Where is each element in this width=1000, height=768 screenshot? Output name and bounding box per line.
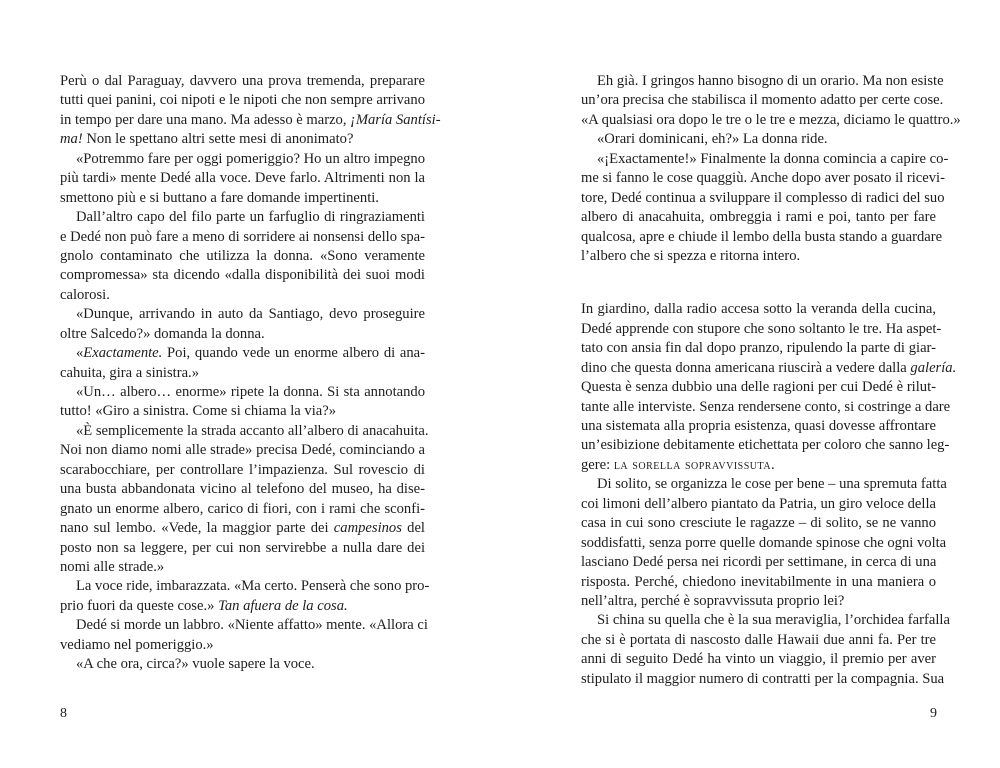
text-line: [60, 402, 425, 421]
text-run: nomi alle strade.»: [60, 558, 165, 575]
text-run: compromessa» sta dicendo «dalla disponibilità dei suoi modi: [60, 267, 425, 284]
text-line: [60, 305, 425, 324]
text-run: tutti quei panini, coi nipoti e le nipoti che non sempre arrivano: [60, 92, 425, 109]
text-run: smettono più e si buttano a fare domande impertinenti.: [60, 189, 379, 206]
text-line: [581, 208, 936, 227]
text-line: [60, 344, 425, 363]
text-line: [60, 441, 425, 460]
text-run: tante alle interviste. Senza rendersene conto, si costringe a dare: [581, 398, 951, 415]
text-line: [581, 631, 936, 650]
text-line: [60, 422, 429, 441]
text-line: [60, 72, 425, 91]
section-break: [581, 266, 936, 300]
text-run: Poi, quando vede un enorme albero di ana-: [162, 345, 425, 362]
text-run: vediamo nel pomeriggio.»: [60, 636, 214, 653]
text-line: [60, 150, 425, 169]
text-run: risposta. Perché, chiedono inevitabilmente in una maniera o: [581, 573, 936, 590]
text-line: [581, 592, 936, 611]
text-run: albero di anacahuita, ombreggia i rami e poi, tanto per fare: [581, 209, 936, 226]
text-line: [581, 150, 949, 169]
text-run: gnato un enorme albero, carico di fiori, con i rami che sconfi-: [60, 500, 425, 517]
text-run: Noi non diamo nomi alle strade» precisa Dedé, cominciando a: [60, 442, 425, 459]
text-run: scarabocchiare, per controllare l’impazienza. Sul rovescio di: [60, 461, 425, 478]
text-run: «A qualsiasi ora dopo le tre o le tre e mezza, diciamo le quattro.»: [581, 111, 961, 128]
text-line: [581, 247, 936, 266]
text-run: «Dunque, arrivando in auto da Santiago, devo proseguire: [76, 306, 425, 323]
text-run: l’albero che si spezza e ritorna intero.: [581, 247, 801, 264]
text-run: Questa è senza dubbio una delle ragioni per cui Dedé è rilut-: [581, 379, 936, 396]
text-line: [60, 558, 425, 577]
text-line: [581, 650, 936, 669]
text-line: [60, 597, 425, 616]
italic-text: ma!: [60, 131, 83, 148]
text-run: più tardi» mente Dedé alla voce. Deve farlo. Altrimenti non la: [60, 170, 425, 187]
small-caps-text: la sorella sopravvissuta.: [613, 456, 776, 473]
text-line: [60, 189, 425, 208]
text-run: «Orari dominicani, eh?» La donna ride.: [597, 131, 828, 148]
text-run: tutto! «Giro a sinistra. Come si chiama la via?»: [60, 403, 336, 420]
text-line: [60, 364, 425, 383]
text-run: me si fanno le cose quaggiù. Anche dopo aver posato il ricevi-: [581, 170, 945, 187]
text-line: [581, 495, 936, 514]
text-run: «Un… albero… enorme» ripete la donna. Si sta annotando: [76, 384, 425, 400]
text-run: «A che ora, circa?» vuole sapere la voce.: [76, 656, 315, 673]
text-line: [60, 111, 441, 130]
text-line: [581, 300, 936, 319]
text-run: del: [401, 520, 425, 537]
page-number-right: 9: [930, 706, 937, 721]
text-run: Dall’altro capo del filo parte un farfuglio di ringraziamenti: [76, 209, 425, 226]
text-run: prio fuori da queste cose.»: [60, 597, 219, 614]
text-line: [60, 208, 425, 227]
italic-text: ¡María Santísi-: [350, 111, 441, 128]
text-line: [60, 91, 425, 110]
text-run: posto non sa leggere, per cui non servirebbe a nulla dare dei: [60, 539, 425, 556]
text-line: [60, 383, 425, 402]
text-line: [581, 514, 936, 533]
text-line: [60, 286, 425, 305]
text-run: qualcosa, apre e chiude il lembo della busta stando a guardare: [581, 228, 943, 245]
text-run: Eh già. I gringos hanno bisogno di un orario. Ma non esiste: [597, 73, 944, 89]
text-line: [60, 247, 425, 266]
text-run: in tempo per dare una mano. Ma adesso è marzo,: [60, 111, 351, 128]
text-run: nano sul lembo. «Vede, la maggior parte dei: [60, 520, 334, 537]
text-line: [581, 91, 944, 110]
left-page-text: [60, 72, 441, 675]
text-line: [581, 378, 936, 397]
text-run: In giardino, dalla radio accesa sotto la veranda della cucina,: [581, 301, 936, 318]
italic-text: Exactamente.: [83, 345, 163, 362]
text-run: Dedé si morde un labbro. «Niente affatto» mente. «Allora ci: [76, 617, 428, 634]
text-run: un’ora precisa che stabilisca il momento adatto per certe cose.: [581, 92, 944, 109]
italic-text: galería.: [910, 359, 957, 376]
text-line: [60, 130, 425, 149]
text-run: gnolo contaminato che utilizza la donna. «Sono veramente: [60, 247, 425, 264]
text-run: Non le spettano altri sette mesi di anonimato?: [82, 131, 354, 148]
text-run: una sistemata alla propria esistenza, quasi dovesse affrontare: [581, 418, 936, 434]
text-line: [581, 611, 950, 630]
text-run: «: [76, 345, 84, 362]
text-line: [581, 398, 951, 417]
text-run: una busta abbandonata vicino al telefono del museo, ha dise-: [60, 481, 425, 498]
text-line: [581, 130, 936, 149]
text-run: e Dedé non può fare a meno di sorridere ai nonsensi dello spa-: [60, 228, 425, 245]
text-run: La voce ride, imbarazzata. «Ma certo. Penserà che sono pro-: [76, 578, 430, 595]
text-run: Si china su quella che è la sua meraviglia, l’orchidea farfalla: [597, 612, 950, 629]
italic-text: Tan afuera de la cosa.: [218, 597, 348, 614]
text-line: [60, 655, 425, 674]
text-line: [581, 553, 936, 572]
text-run: «È semplicemente la strada accanto all’albero di anacahuita.: [76, 422, 429, 439]
text-line: [581, 320, 942, 339]
right-page-text: [581, 72, 961, 689]
text-line: [581, 189, 945, 208]
text-run: «Potremmo fare per oggi pomeriggio? Ho un altro impegno: [76, 150, 425, 167]
text-run: «¡Exactamente!» Finalmente la donna comincia a capire co-: [597, 150, 949, 167]
text-line: [60, 169, 425, 188]
text-run: dino che questa donna americana riuscirà a vedere dalla: [581, 359, 911, 376]
text-line: [581, 111, 961, 130]
text-run: che si è portata di nascosto dalle Hawaii due anni fa. Per tre: [581, 631, 936, 648]
text-line: [60, 461, 425, 480]
text-run: oltre Salcedo?» domanda la donna.: [60, 325, 265, 342]
text-run: Perù o dal Paraguay, davvero una prova tremenda, preparare: [60, 73, 425, 89]
text-line: [581, 534, 947, 553]
text-run: nell’altra, perché è sopravvissuta proprio lei?: [581, 592, 845, 609]
text-line: [581, 475, 947, 494]
italic-text: campesinos: [333, 520, 402, 537]
text-line: [60, 636, 425, 655]
text-run: anni di seguito Dedé ha vinto un viaggio, il premio per aver: [581, 651, 936, 668]
text-line: [60, 480, 425, 499]
text-run: un’esibizione debitamente etichettata per coloro che sanno leg-: [581, 437, 950, 454]
text-line: [581, 339, 936, 358]
text-run: soddisfatti, senza porre quelle domande spinose che ogni volta: [581, 534, 947, 551]
text-run: gere:: [581, 456, 614, 473]
text-line: [581, 417, 936, 436]
text-line: [60, 519, 425, 538]
text-line: [60, 616, 428, 635]
text-line: [581, 456, 936, 475]
text-run: coi limoni dell’albero piantato da Patria, un giro veloce della: [581, 495, 936, 512]
text-line: [581, 169, 945, 188]
text-line: [60, 228, 425, 247]
text-line: [581, 670, 945, 689]
text-line: [60, 577, 430, 596]
text-run: casa in cui sono cresciute le ragazze – di solito, se ne vanno: [581, 515, 936, 532]
text-run: Di solito, se organizza le cose per bene – una spremuta fatta: [597, 476, 947, 493]
text-line: [581, 436, 950, 455]
text-run: Dedé apprende con stupore che sono soltanto le tre. Ha aspet-: [581, 320, 942, 337]
page-number-left: 8: [60, 706, 67, 721]
text-run: calorosi.: [60, 286, 110, 303]
text-run: lasciano Dedé persa nei ricordi per settimane, in cerca di una: [581, 554, 937, 571]
text-line: [581, 228, 943, 247]
text-line: [581, 72, 944, 91]
text-line: [60, 539, 425, 558]
text-run: tore, Dedé continua a sviluppare il complesso di radici del suo: [581, 189, 945, 206]
text-line: [60, 266, 425, 285]
text-run: tato con ansia fin dal dopo pranzo, ripulendo la parte di giar-: [581, 340, 936, 357]
text-run: cahuita, gira a sinistra.»: [60, 364, 199, 381]
text-line: [60, 500, 425, 519]
text-run: stipulato il maggior numero di contratti per la compagnia. Sua: [581, 670, 945, 687]
text-line: [581, 359, 957, 378]
text-line: [581, 573, 936, 592]
text-line: [60, 325, 425, 344]
